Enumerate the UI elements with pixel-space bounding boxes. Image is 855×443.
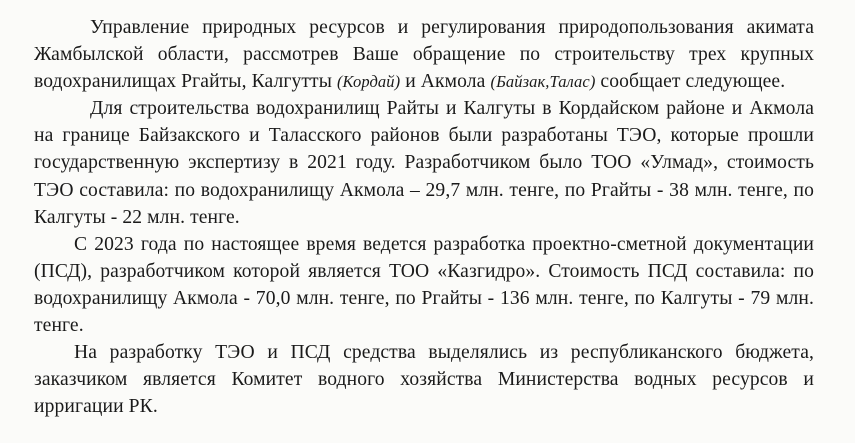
paragraph-funding: На разработку ТЭО и ПСД средства выделялись из республиканского бюджета, заказчиком является Комитет водного хозяйства Министерства водных ресурсов и ирригации РК. (34, 342, 814, 418)
paragraph-feasibility-study: Для строительства водохранилищ Райты и Калгуты в Кордайском районе и Акмола на границе Байзакского и Таласского районов были разработаны ТЭО, которые прошли государственную экспертизу в 2021 году. Разработчиком было ТОО «Улмад», стоимость ТЭО составила: по водохранилищу Акмола – 29,7 млн. тенге, по Ргайты - 38 млн. тенге, по Калгуты - 22 млн. тенге. (34, 98, 814, 228)
document-body (34, 14, 814, 420)
paragraph-intro (34, 14, 814, 95)
paragraph-design-documentation: С 2023 года по настоящее время ведется разработка проектно-сметной документации (ПСД), разработчиком которой является ТОО «Казгидро». Стоимость ПСД составила: по водохранилищу Акмола - 70,0 млн. тенге, по Ргайты - 136 млн. тенге, по Калгуты - 79 млн. тенге. (34, 233, 814, 337)
paragraph-intro-text-c: и Акмола (400, 71, 491, 93)
paragraph-intro-text-e: сообщает следующее. (595, 71, 786, 93)
paragraph-intro-kordai-note: (Кордай) (336, 72, 401, 92)
paragraph-intro-text-a: Управление природных ресурсов и регулирования природопользования акимата Жамбылской области, рассмотрев Ваше обращение по строительству трех крупных водохранилищах Ргайты, Калгутты (34, 17, 814, 93)
paragraph-intro-baizak-talas-note: (Байзак,Талас) (490, 72, 596, 92)
